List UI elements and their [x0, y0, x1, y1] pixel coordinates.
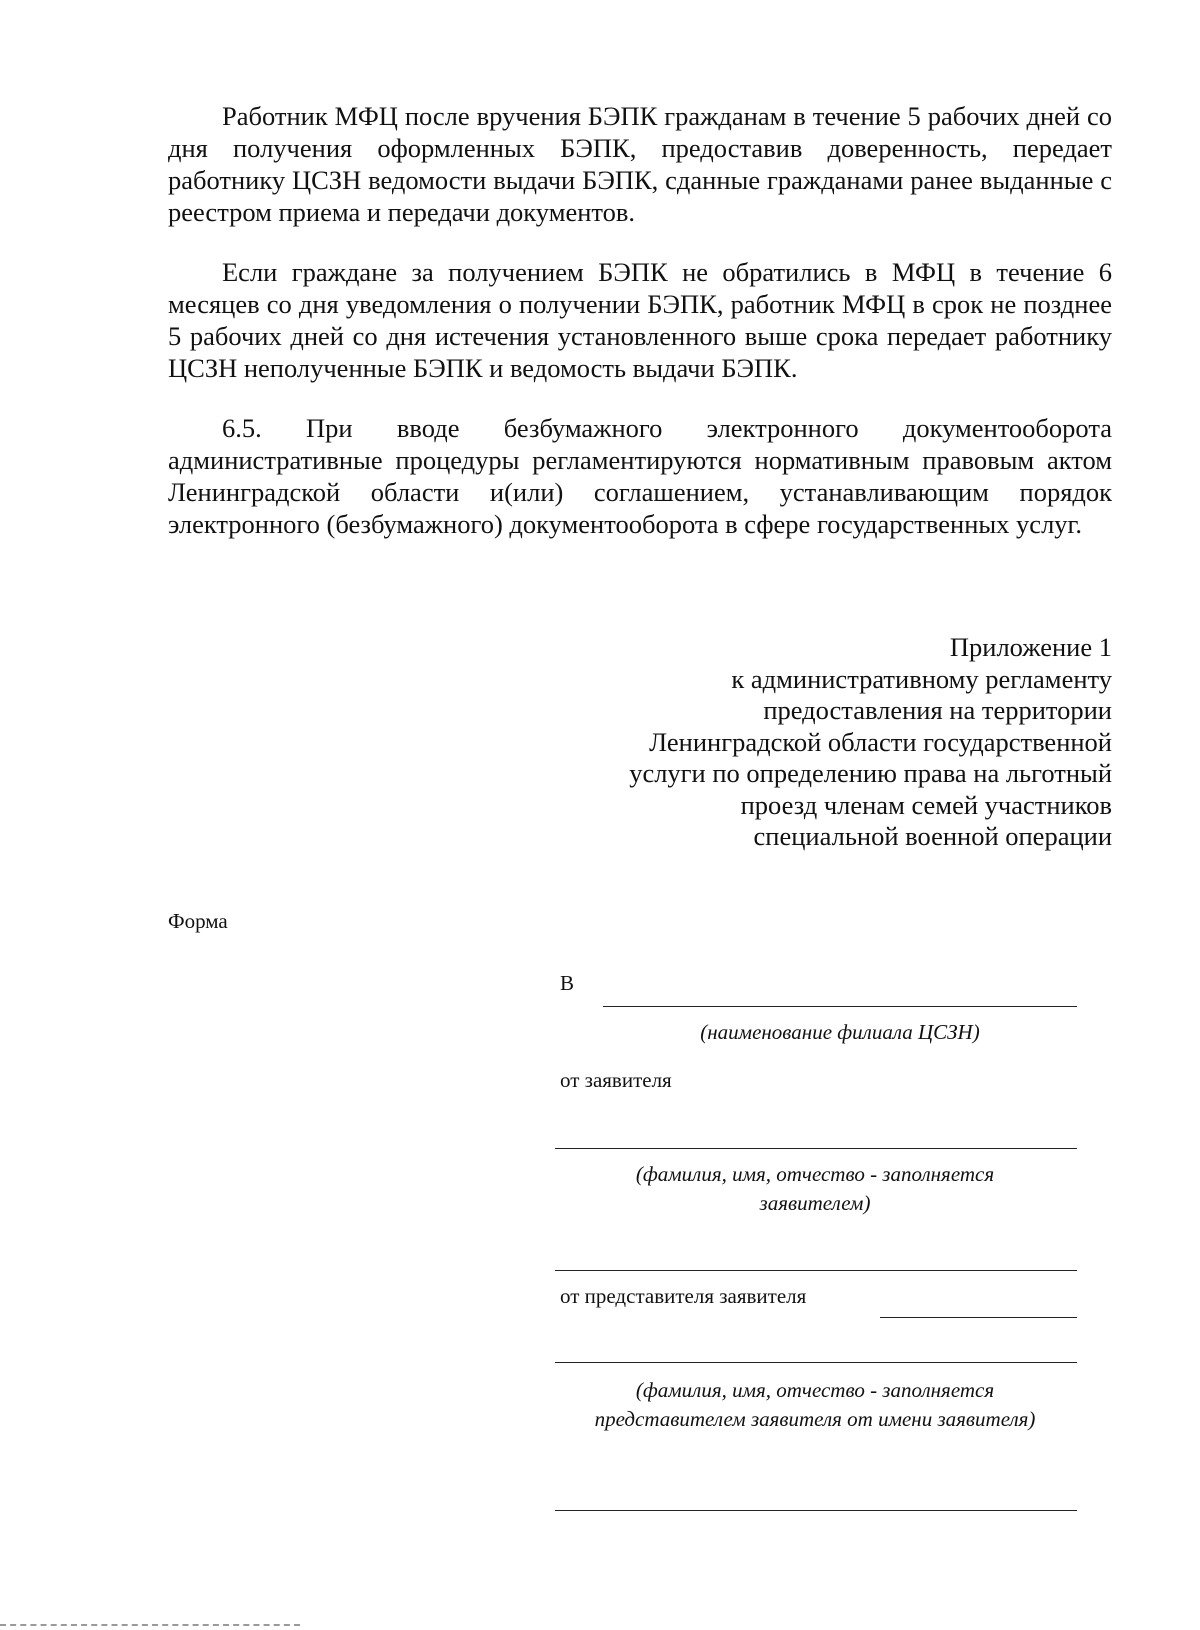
- appendix-line: к административному регламенту: [731, 663, 1112, 694]
- appendix-header: [552, 632, 1112, 853]
- representative-name-line: [555, 1362, 1077, 1363]
- representative-inline-line: [880, 1317, 1077, 1318]
- form-label: Форма: [168, 909, 228, 933]
- paragraph-mfc-transfer: Работник МФЦ после вручения БЭПК гражданам в течение 5 рабочих дней со дня получения оформленных БЭПК, предоставив доверенность, передает работнику ЦСЗН ведомости выдачи БЭПК, сданные гражданами ранее выданные с реестром приема и передачи документов.: [168, 101, 1112, 227]
- representative-name-caption: (фамилия, имя, отчество - заполняется представителем заявителя от имени заявителя): [594, 1378, 1036, 1431]
- appendix-line: услуги по определению права на льготный: [629, 758, 1112, 788]
- appendix-line: проезд членам семей участников: [740, 789, 1112, 820]
- applicant-name-caption: (фамилия, имя, отчество - заполняется заявителем): [635, 1162, 995, 1215]
- appendix-line: Приложение 1: [949, 632, 1112, 662]
- scan-edge-artifact: [0, 1624, 300, 1626]
- paragraph-unclaimed-cards: Если граждане за получением БЭПК не обратились в МФЦ в течение 6 месяцев со дня уведомления о получении БЭПК, работник МФЦ в срок не позднее 5 рабочих дней со дня истечения установленного выше срока передает работнику ЦСЗН неполученные БЭПК и ведомость выдачи БЭПК.: [168, 257, 1112, 383]
- paragraph-6-5: 6.5. При вводе безбумажного электронного документооборота административные процедуры регламентируются нормативным правовым актом Ленинградской области и(или) соглашением, устанавливающим порядок электронного (безбумажного) документооборота в сфере государственных услуг.: [168, 413, 1112, 539]
- addressee-prefix: В: [560, 971, 575, 995]
- appendix-line: Ленинградской области государственной: [649, 726, 1112, 757]
- from-representative-label: от представителя заявителя: [560, 1284, 807, 1308]
- branch-name-caption: (наименование филиала ЦСЗН): [700, 1020, 980, 1044]
- appendix-line: предоставления на территории: [763, 695, 1112, 725]
- branch-name-line: [603, 1006, 1077, 1007]
- from-applicant-label: от заявителя: [560, 1068, 672, 1092]
- applicant-extra-line: [555, 1270, 1077, 1271]
- appendix-line: специальной военной операции: [753, 821, 1112, 851]
- representative-extra-line: [555, 1510, 1077, 1511]
- applicant-name-line: [555, 1148, 1077, 1149]
